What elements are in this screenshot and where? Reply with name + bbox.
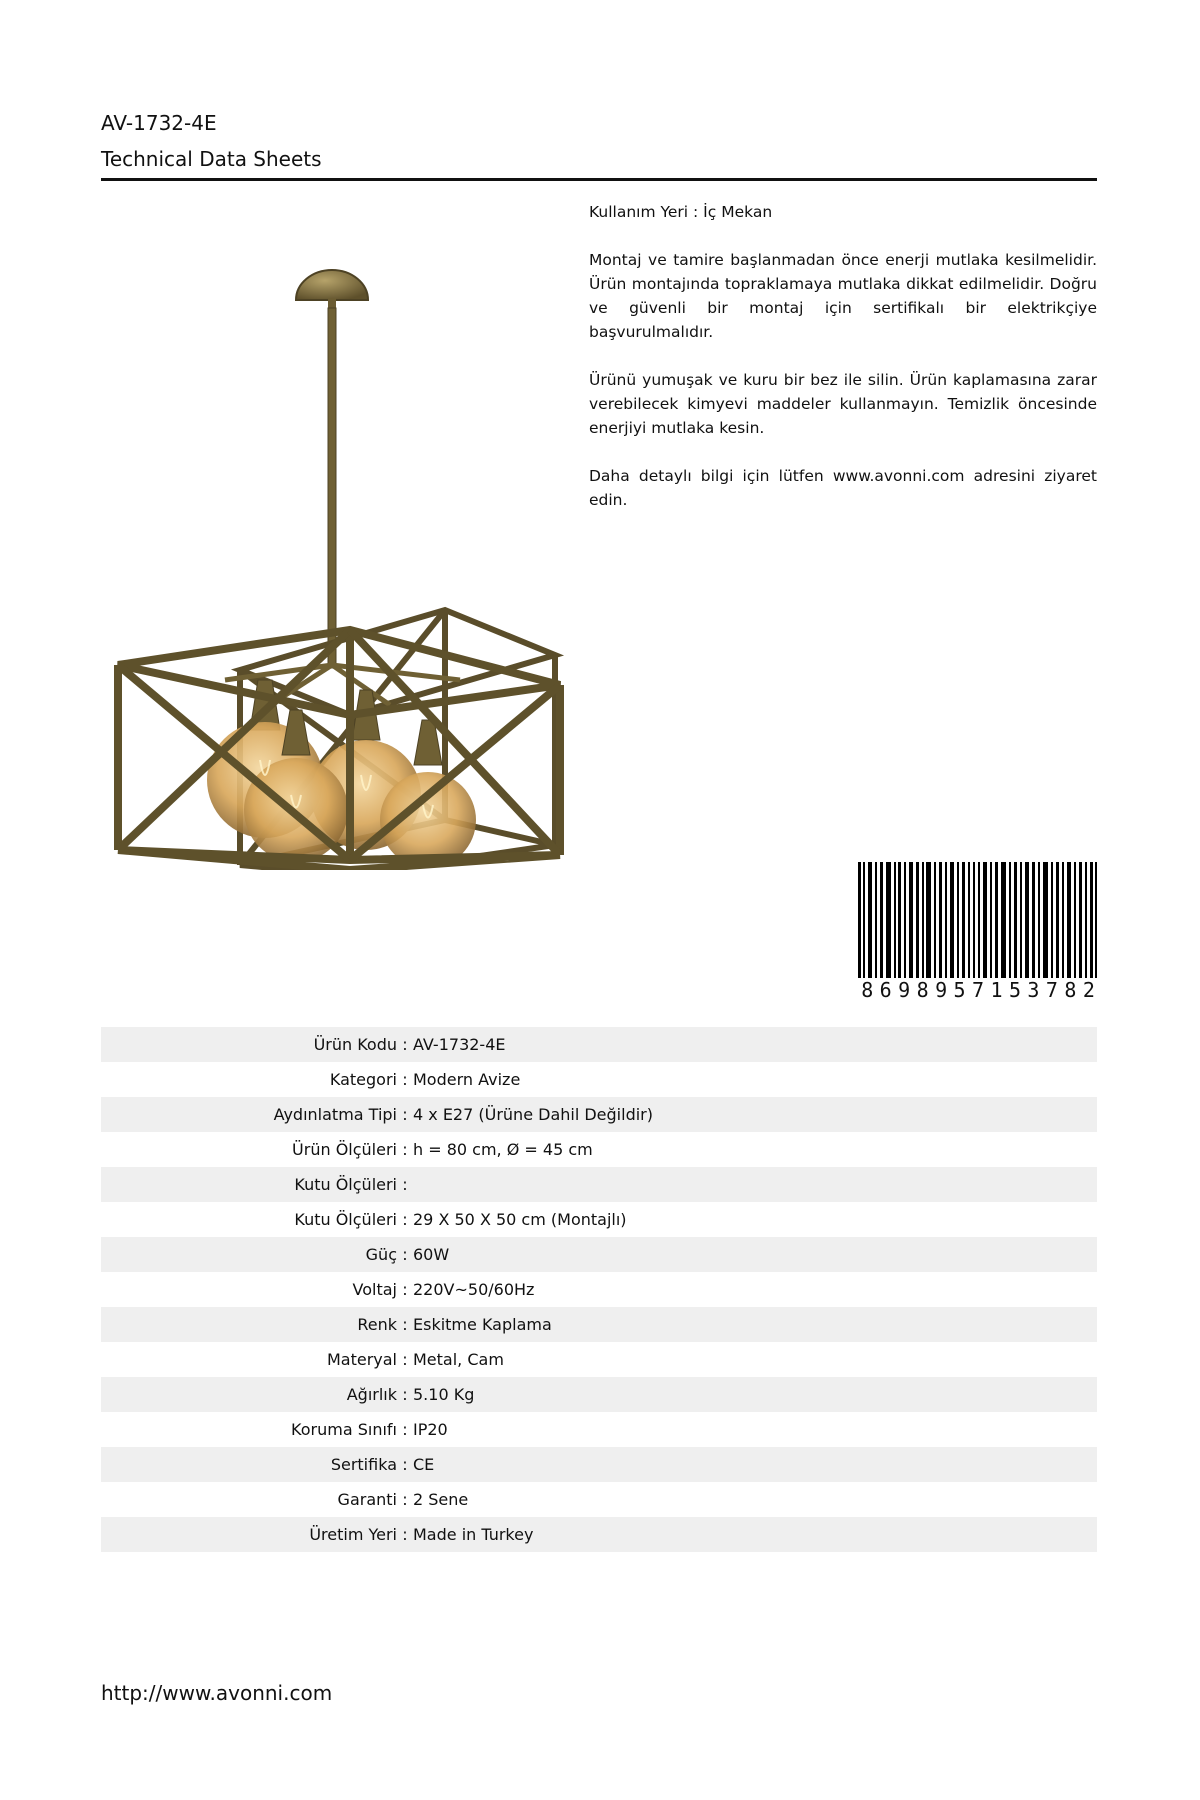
- spec-value: CE: [413, 1455, 435, 1474]
- spec-label: Güç: [365, 1245, 397, 1264]
- document-header: [101, 108, 1097, 174]
- spec-separator: :: [402, 1175, 408, 1194]
- barcode-digit: 1: [990, 978, 1003, 1002]
- spec-value: 220V~50/60Hz: [413, 1280, 535, 1299]
- spec-label: Kutu Ölçüleri: [294, 1175, 397, 1194]
- spec-label: Ürün Kodu: [313, 1035, 397, 1054]
- barcode-digit: 8: [1064, 978, 1077, 1002]
- spec-value: Metal, Cam: [413, 1350, 504, 1369]
- more-info-text: Daha detaylı bilgi için lütfen www.avonni.com adresini ziyaret edin.: [589, 467, 1097, 509]
- product-code-title: AV-1732-4E: [101, 111, 217, 135]
- barcode-digit: 9: [898, 978, 911, 1002]
- spec-row-material: [101, 1342, 1097, 1377]
- spec-separator: :: [402, 1070, 408, 1089]
- spec-value: Modern Avize: [413, 1070, 521, 1089]
- spec-label: Sertifika: [330, 1455, 397, 1474]
- spec-row-color: [101, 1307, 1097, 1342]
- spec-row-weight: [101, 1377, 1097, 1412]
- spec-separator: :: [402, 1385, 408, 1404]
- spec-separator: :: [402, 1035, 408, 1054]
- spec-label: Üretim Yeri: [309, 1525, 397, 1544]
- spec-row-protection-class: [101, 1412, 1097, 1447]
- spec-separator: :: [402, 1280, 408, 1299]
- barcode-digits: [858, 978, 1098, 1002]
- spec-separator: :: [402, 1210, 408, 1229]
- info-block: [589, 200, 1097, 536]
- spec-row-category: [101, 1062, 1097, 1097]
- spec-row-origin: [101, 1517, 1097, 1552]
- cleaning-instructions: Ürünü yumuşak ve kuru bir bez ile silin. Ürün kaplamasına zarar verebilecek kimyevi maddeler kullanmayın. Temizlik öncesinde enerjiyi mutlaka kesin.: [589, 371, 1097, 437]
- document-subtitle: Technical Data Sheets: [101, 147, 322, 171]
- spec-label: Voltaj: [352, 1280, 397, 1299]
- barcode-digit: 6: [879, 978, 892, 1002]
- spec-value: AV-1732-4E: [413, 1035, 506, 1054]
- spec-label: Garanti: [337, 1490, 397, 1509]
- barcode-digit: 7: [972, 978, 985, 1002]
- spec-row-product-dimensions: [101, 1132, 1097, 1167]
- usage-location: Kullanım Yeri : İç Mekan: [589, 203, 773, 221]
- spec-separator: :: [402, 1490, 408, 1509]
- spec-label: Ağırlık: [346, 1385, 397, 1404]
- spec-separator: :: [402, 1315, 408, 1334]
- spec-value: h = 80 cm, Ø = 45 cm: [413, 1140, 593, 1159]
- spec-separator: :: [402, 1105, 408, 1124]
- spec-separator: :: [402, 1455, 408, 1474]
- barcode-digit: 8: [861, 978, 874, 1002]
- spec-row-voltage: [101, 1272, 1097, 1307]
- barcode-digit: 8: [916, 978, 929, 1002]
- barcode-digit: 3: [1027, 978, 1040, 1002]
- spec-row-box-dimensions-empty: [101, 1167, 1097, 1202]
- spec-table: [101, 1027, 1097, 1552]
- spec-separator: :: [402, 1350, 408, 1369]
- footer-url-link[interactable]: http://www.avonni.com: [101, 1681, 333, 1705]
- spec-row-product-code: [101, 1027, 1097, 1062]
- spec-separator: :: [402, 1140, 408, 1159]
- chandelier-product-image: [110, 210, 570, 870]
- spec-label: Materyal: [326, 1350, 397, 1369]
- spec-label: Renk: [357, 1315, 397, 1334]
- spec-label: Ürün Ölçüleri: [292, 1140, 397, 1159]
- spec-row-lighting-type: [101, 1097, 1097, 1132]
- barcode-digit: 2: [1082, 978, 1095, 1002]
- spec-value: 5.10 Kg: [413, 1385, 475, 1404]
- spec-label: Koruma Sınıfı: [291, 1420, 397, 1439]
- spec-value: 2 Sene: [413, 1490, 469, 1509]
- spec-separator: :: [402, 1245, 408, 1264]
- barcode-digit: 9: [935, 978, 948, 1002]
- spec-value: 4 x E27 (Ürüne Dahil Değildir): [413, 1105, 653, 1124]
- spec-value: Eskitme Kaplama: [413, 1315, 552, 1334]
- spec-label: Kategori: [329, 1070, 397, 1089]
- barcode-digit: 5: [1008, 978, 1021, 1002]
- barcode-digit: 7: [1045, 978, 1058, 1002]
- spec-value: Made in Turkey: [413, 1525, 534, 1544]
- spec-row-warranty: [101, 1482, 1097, 1517]
- spec-value: 60W: [413, 1245, 450, 1264]
- spec-value: IP20: [413, 1420, 448, 1439]
- spec-separator: :: [402, 1525, 408, 1544]
- spec-label: Aydınlatma Tipi: [273, 1105, 397, 1124]
- spec-row-power: [101, 1237, 1097, 1272]
- spec-value: 29 X 50 X 50 cm (Montajlı): [413, 1210, 627, 1229]
- spec-separator: :: [402, 1420, 408, 1439]
- spec-row-certificate: [101, 1447, 1097, 1482]
- spec-label: Kutu Ölçüleri: [294, 1210, 397, 1229]
- barcode-digit: 5: [953, 978, 966, 1002]
- header-divider: [101, 178, 1097, 181]
- spec-row-box-dimensions: [101, 1202, 1097, 1237]
- installation-warning: Montaj ve tamire başlanmadan önce enerji mutlaka kesilmelidir. Ürün montajında topraklamaya mutlaka dikkat edilmelidir. Doğru ve güvenli bir montaj için sertifikalı bir elektrikçiye başvurulmalıdır.: [589, 251, 1097, 341]
